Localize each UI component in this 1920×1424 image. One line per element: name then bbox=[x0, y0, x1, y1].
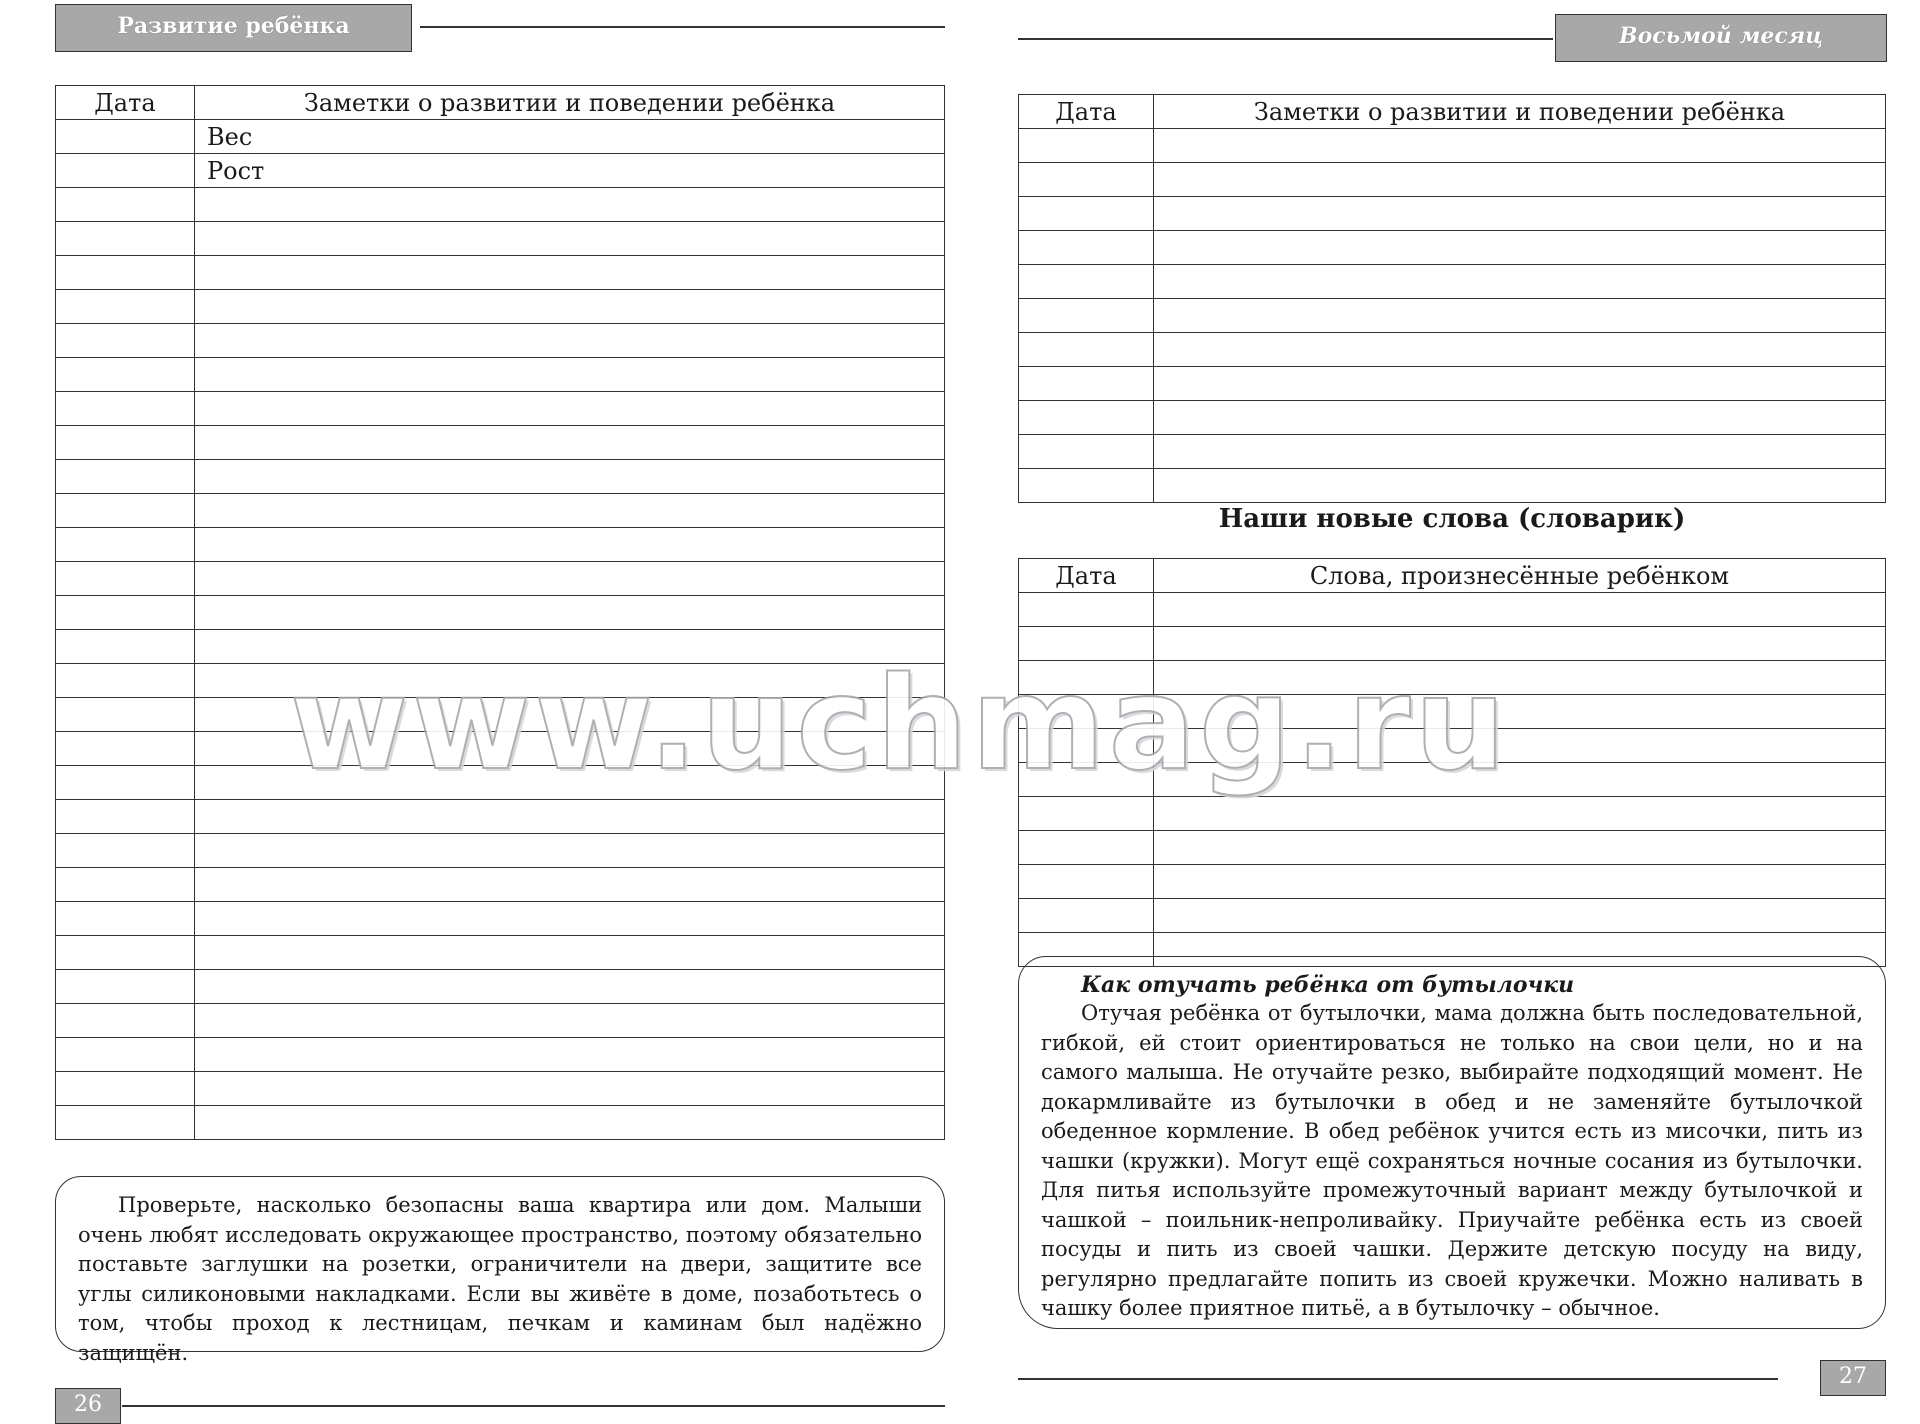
notes-cell bbox=[195, 732, 945, 766]
notes-cell bbox=[1154, 367, 1886, 401]
date-cell bbox=[1019, 831, 1154, 865]
notes-cell bbox=[195, 596, 945, 630]
date-cell bbox=[56, 494, 195, 528]
date-cell bbox=[1019, 299, 1154, 333]
notes-cell bbox=[195, 766, 945, 800]
table-row bbox=[1019, 763, 1886, 797]
notes-cell bbox=[1154, 899, 1886, 933]
date-cell bbox=[56, 732, 195, 766]
bottle-note-box bbox=[1018, 956, 1886, 1329]
table-row bbox=[1019, 401, 1886, 435]
table-row bbox=[56, 664, 945, 698]
notes-cell bbox=[195, 222, 945, 256]
notes-table bbox=[55, 85, 945, 1140]
notes-cell bbox=[195, 256, 945, 290]
table-row bbox=[56, 290, 945, 324]
notes-cell bbox=[195, 868, 945, 902]
date-cell bbox=[1019, 265, 1154, 299]
date-cell bbox=[56, 358, 195, 392]
notes-cell bbox=[1154, 865, 1886, 899]
table-row bbox=[1019, 197, 1886, 231]
table-row bbox=[1019, 299, 1886, 333]
notes-cell bbox=[195, 426, 945, 460]
notes-cell bbox=[1154, 661, 1886, 695]
notes-cell bbox=[195, 562, 945, 596]
date-cell bbox=[56, 222, 195, 256]
column-header-notes: Заметки о развитии и поведении ребёнка bbox=[1154, 95, 1886, 129]
date-cell bbox=[56, 1072, 195, 1106]
notes-cell bbox=[1154, 593, 1886, 627]
table-row bbox=[56, 834, 945, 868]
date-cell bbox=[1019, 231, 1154, 265]
table-row bbox=[1019, 593, 1886, 627]
date-cell bbox=[56, 868, 195, 902]
table-row bbox=[56, 1038, 945, 1072]
table-row bbox=[56, 154, 945, 188]
table-row bbox=[1019, 129, 1886, 163]
table-row bbox=[56, 1072, 945, 1106]
date-cell bbox=[56, 290, 195, 324]
table-row bbox=[1019, 231, 1886, 265]
section-header: Развитие ребёнка bbox=[55, 4, 412, 52]
date-cell bbox=[56, 256, 195, 290]
notes-cell bbox=[195, 800, 945, 834]
notes-cell bbox=[1154, 729, 1886, 763]
left-page bbox=[0, 0, 960, 1415]
notes-cell bbox=[1154, 129, 1886, 163]
date-cell bbox=[1019, 729, 1154, 763]
notes-cell bbox=[1154, 695, 1886, 729]
table-row bbox=[56, 970, 945, 1004]
date-cell bbox=[56, 392, 195, 426]
footer-rule bbox=[1018, 1378, 1778, 1380]
date-cell bbox=[1019, 367, 1154, 401]
date-cell bbox=[56, 902, 195, 936]
notes-cell bbox=[195, 936, 945, 970]
table-row bbox=[56, 426, 945, 460]
notes-cell: Вес bbox=[195, 120, 945, 154]
table-row bbox=[1019, 469, 1886, 503]
notes-cell bbox=[1154, 763, 1886, 797]
column-header-notes: Заметки о развитии и поведении ребёнка bbox=[195, 86, 945, 120]
page-number: 26 bbox=[55, 1388, 121, 1424]
table-row bbox=[56, 324, 945, 358]
table-row bbox=[56, 562, 945, 596]
date-cell bbox=[56, 800, 195, 834]
notes-cell bbox=[1154, 469, 1886, 503]
table-row bbox=[56, 392, 945, 426]
bottle-note-text: Отучая ребёнка от бутылочки, мама должна быть последовательной, гибкой, ей стоит ориентироваться не только на свои цели, но и на самого малыша. Не отучайте резко, выбирайте подходящий момент. Не докармливайте из бутылочки в обед и не заменяйте бутылочкой обеденное кормление. В обед ребёнок учится есть из мисочки, пить из чашки (кружки). Могут ещё сохраняться ночные сосания из бутылочки. Для питья используйте промежуточный вариант между бутылочкой и чашкой – поильник-непроливайку. Приучайте ребёнка есть из своей посуды и пить из своей чашки. Держите детскую посуду на виду, регулярно предлагайте попить из своей кружечки. Можно наливать в чашку более приятное питьё, а в бутылочку – обычное. bbox=[1041, 1001, 1863, 1320]
notes-cell bbox=[195, 970, 945, 1004]
date-cell bbox=[56, 188, 195, 222]
date-cell bbox=[1019, 435, 1154, 469]
table-row bbox=[56, 732, 945, 766]
notes-cell bbox=[195, 188, 945, 222]
notes-cell bbox=[1154, 265, 1886, 299]
notes-cell bbox=[195, 324, 945, 358]
date-cell bbox=[56, 120, 195, 154]
table-row bbox=[56, 868, 945, 902]
date-cell bbox=[56, 1106, 195, 1140]
date-cell bbox=[56, 426, 195, 460]
table-row bbox=[56, 460, 945, 494]
date-cell bbox=[56, 936, 195, 970]
notes-cell bbox=[195, 528, 945, 562]
date-cell bbox=[56, 1038, 195, 1072]
notes-cell bbox=[1154, 197, 1886, 231]
date-cell bbox=[1019, 129, 1154, 163]
notes-cell bbox=[1154, 231, 1886, 265]
table-header-row bbox=[56, 86, 945, 120]
words-table bbox=[1018, 558, 1886, 967]
table-row bbox=[56, 494, 945, 528]
table-row bbox=[56, 800, 945, 834]
date-cell bbox=[1019, 865, 1154, 899]
date-cell bbox=[1019, 469, 1154, 503]
note-title: Как отучать ребёнка от бутылочки bbox=[1081, 972, 1575, 998]
notes-cell bbox=[195, 834, 945, 868]
notes-table bbox=[1018, 94, 1886, 503]
date-cell bbox=[56, 562, 195, 596]
date-cell bbox=[56, 460, 195, 494]
date-cell bbox=[56, 970, 195, 1004]
notes-cell bbox=[1154, 797, 1886, 831]
notes-cell bbox=[195, 290, 945, 324]
date-cell bbox=[56, 698, 195, 732]
column-header-date: Дата bbox=[56, 86, 195, 120]
date-cell bbox=[1019, 797, 1154, 831]
table-row bbox=[56, 188, 945, 222]
date-cell bbox=[1019, 333, 1154, 367]
notes-cell bbox=[195, 494, 945, 528]
date-cell bbox=[1019, 695, 1154, 729]
table-row bbox=[56, 630, 945, 664]
table-row bbox=[56, 902, 945, 936]
table-row bbox=[1019, 661, 1886, 695]
notes-cell bbox=[195, 698, 945, 732]
table-row bbox=[56, 1004, 945, 1038]
notes-cell bbox=[1154, 333, 1886, 367]
notes-cell bbox=[195, 1072, 945, 1106]
notes-cell bbox=[1154, 435, 1886, 469]
header-rule bbox=[420, 26, 945, 28]
table-row bbox=[56, 256, 945, 290]
column-header-date: Дата bbox=[1019, 95, 1154, 129]
table-row bbox=[1019, 435, 1886, 469]
table-row bbox=[56, 766, 945, 800]
date-cell bbox=[1019, 661, 1154, 695]
notes-cell bbox=[195, 1004, 945, 1038]
table-row bbox=[56, 358, 945, 392]
table-row bbox=[1019, 695, 1886, 729]
notes-cell bbox=[195, 664, 945, 698]
table-row bbox=[1019, 265, 1886, 299]
safety-note-box bbox=[55, 1176, 945, 1365]
column-header-words: Слова, произнесённые ребёнком bbox=[1154, 559, 1886, 593]
notes-cell bbox=[1154, 627, 1886, 661]
table-row bbox=[56, 222, 945, 256]
notes-cell bbox=[195, 1038, 945, 1072]
date-cell bbox=[1019, 401, 1154, 435]
notes-cell bbox=[1154, 831, 1886, 865]
table-row bbox=[1019, 729, 1886, 763]
table-row bbox=[56, 936, 945, 970]
date-cell bbox=[56, 664, 195, 698]
table-row bbox=[1019, 367, 1886, 401]
table-header-row bbox=[1019, 559, 1886, 593]
notes-cell bbox=[1154, 299, 1886, 333]
watermark: www.uchmag.ru bbox=[290, 650, 1510, 799]
notes-cell bbox=[195, 460, 945, 494]
section-header: Восьмой месяц bbox=[1555, 14, 1887, 62]
safety-note-text: Проверьте, насколько безопасны ваша квартира или дом. Малыши очень любят исследовать окружающее пространство, поэтому обязательно поставьте заглушки на розетки, ограничители на двери, защитите все углы силиконовыми накладками. Если вы живёте в доме, позаботьтесь о том, чтобы проход к лестницам, печкам и каминам был надёжно защищён. bbox=[78, 1193, 922, 1365]
notes-cell: Рост bbox=[195, 154, 945, 188]
date-cell bbox=[56, 154, 195, 188]
notes-cell bbox=[195, 902, 945, 936]
date-cell bbox=[56, 324, 195, 358]
table-row bbox=[1019, 831, 1886, 865]
table-row bbox=[1019, 865, 1886, 899]
table-row bbox=[56, 528, 945, 562]
table-row bbox=[56, 698, 945, 732]
page-number: 27 bbox=[1820, 1360, 1886, 1396]
date-cell bbox=[1019, 593, 1154, 627]
date-cell bbox=[1019, 197, 1154, 231]
date-cell bbox=[1019, 627, 1154, 661]
table-header-row bbox=[1019, 95, 1886, 129]
table-row bbox=[56, 120, 945, 154]
notes-cell bbox=[195, 1106, 945, 1140]
date-cell bbox=[1019, 763, 1154, 797]
date-cell bbox=[1019, 899, 1154, 933]
table-row bbox=[1019, 163, 1886, 197]
date-cell bbox=[56, 528, 195, 562]
table-row bbox=[56, 1106, 945, 1140]
date-cell bbox=[56, 630, 195, 664]
table-row bbox=[1019, 627, 1886, 661]
table-row bbox=[1019, 333, 1886, 367]
notes-cell bbox=[195, 392, 945, 426]
notes-cell bbox=[195, 630, 945, 664]
table-row bbox=[1019, 899, 1886, 933]
column-header-date: Дата bbox=[1019, 559, 1154, 593]
header-rule bbox=[1018, 38, 1553, 40]
notes-cell bbox=[1154, 163, 1886, 197]
date-cell bbox=[56, 1004, 195, 1038]
date-cell bbox=[56, 596, 195, 630]
footer-rule bbox=[122, 1405, 945, 1407]
notes-cell bbox=[1154, 401, 1886, 435]
date-cell bbox=[1019, 163, 1154, 197]
date-cell bbox=[56, 766, 195, 800]
table-row bbox=[56, 596, 945, 630]
date-cell bbox=[56, 834, 195, 868]
notes-cell bbox=[195, 358, 945, 392]
right-page bbox=[960, 0, 1920, 1415]
section-title: Наши новые слова (словарик) bbox=[1218, 504, 1686, 534]
table-row bbox=[1019, 797, 1886, 831]
